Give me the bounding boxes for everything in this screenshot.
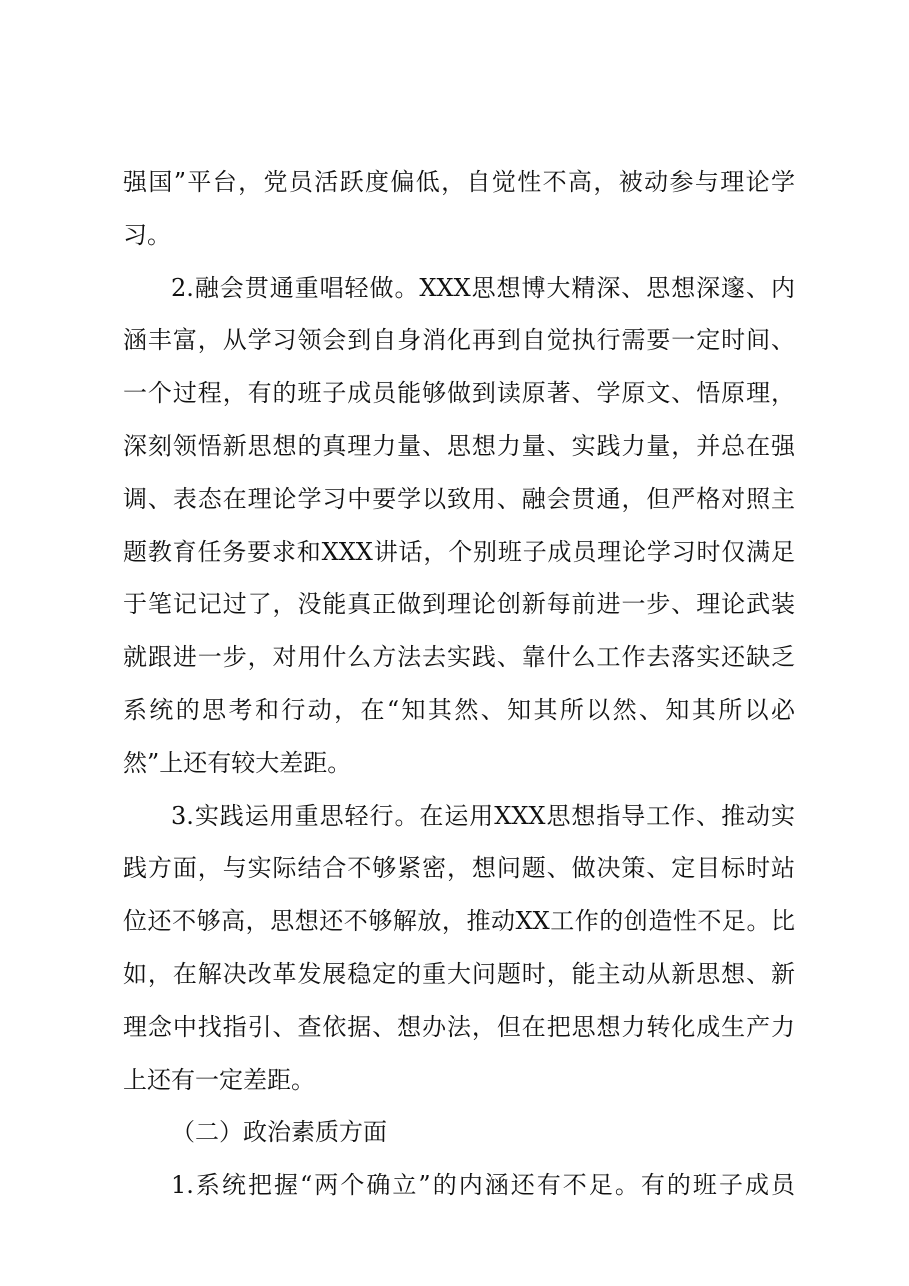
paragraph-line: 调、表态在理论学习中要学以致用、融会贯通，但严格对照主 [123, 484, 795, 513]
paragraph-line: 一个过程，有的班子成员能够做到读原著、学原文、悟原理， [123, 379, 795, 408]
paragraph-line: 题教育任务要求和XXX讲话，个别班子成员理论学习时仅满足 [123, 537, 795, 566]
paragraph-line: 理念中找指引、查依据、想办法，但在把思想力转化成生产力 [123, 1012, 795, 1041]
paragraph-line: 然”上还有较大差距。 [123, 748, 352, 777]
paragraph-line: 1.系统把握“两个确立”的内涵还有不足。有的班子成员 [171, 1171, 795, 1200]
paragraph-line: 上还有一定差距。 [123, 1065, 315, 1094]
paragraph-line: 如，在解决改革发展稳定的重大问题时，能主动从新思想、新 [123, 959, 795, 988]
paragraph-line: 系统的思考和行动，在“知其然、知其所以然、知其所以必 [123, 695, 795, 724]
paragraph-line: 习。 [123, 220, 171, 249]
paragraph-line: 强国”平台，党员活跃度偏低，自觉性不高，被动参与理论学 [123, 168, 795, 196]
section-heading: （二）政治素质方面 [171, 1118, 387, 1147]
paragraph-line: 于笔记记过了，没能真正做到理论创新每前进一步、理论武装 [123, 590, 795, 619]
paragraph-line: 涵丰富，从学习领会到自身消化再到自觉执行需要一定时间、 [123, 326, 795, 355]
paragraph-line: 深刻领悟新思想的真理力量、思想力量、实践力量，并总在强 [123, 431, 795, 460]
paragraph-line: 位还不够高，思想还不够解放，推动XX工作的创造性不足。比 [123, 907, 795, 936]
paragraph-line: 2.融会贯通重唱轻做。XXX思想博大精深、思想深邃、内 [171, 273, 795, 302]
document-body [123, 156, 795, 1212]
paragraph-line: 践方面，与实际结合不够紧密，想问题、做决策、定目标时站 [123, 854, 795, 883]
paragraph-line: 3.实践运用重思轻行。在运用XXX思想指导工作、推动实 [171, 801, 795, 830]
paragraph-line: 就跟进一步，对用什么方法去实践、靠什么工作去落实还缺乏 [123, 643, 795, 672]
